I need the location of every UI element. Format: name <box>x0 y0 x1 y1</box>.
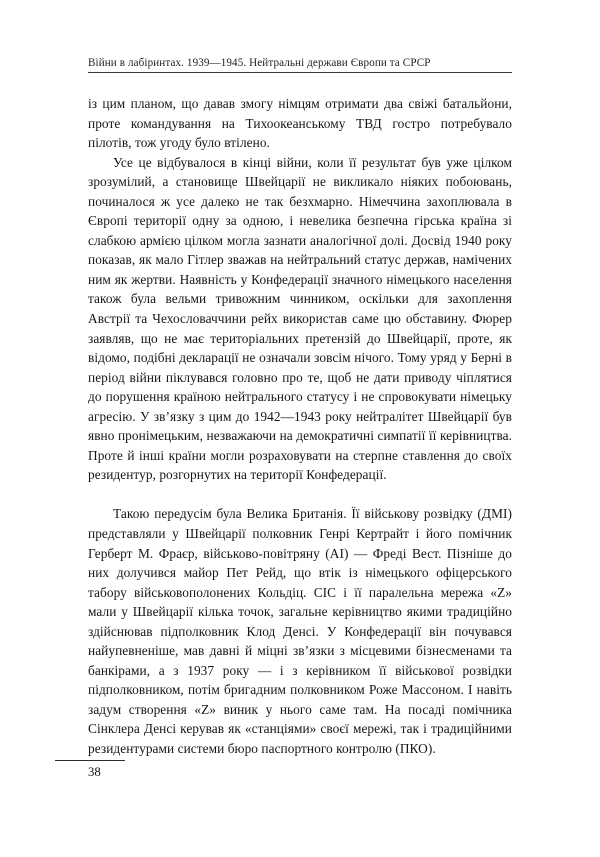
footer-divider <box>55 760 125 761</box>
paragraph-great-britain-intelligence: Такою передусім була Велика Британія. Її військову розвідку (ДМІ) представляли у Швейцарії полковник Генрі Кертрайт і його помічник Герберт М. Фраєр, військово-повітряну (АІ) — Фреді Вест. Пізніше до них долучився майор Пет Рейд, що втік із німецького офіцерського табору військовополонених Кольдіц. СІС і її паралельна мережа «Z» мали у Швейцарії кілька точок, загальне керівництво якими традиційно здійснював підполковник Клод Денсі. У Конфедерації він почувався найупевненіше, мав давні й міцні зв’язки з місцевими бізнесменами та банкірами, а з 1937 року — і з керівником її військової розвідки підполковником, потім бригадним полковником Роже Массоном. І навіть задум створення «Z» виник у нього саме там. На посаді помічника Сінклера Денсі керував як «станціями» своєї мережі, так і традиційними резидентурами системи бюро паспортного контролю (ПКО). <box>88 506 512 756</box>
page-header <box>88 56 512 81</box>
page-footer <box>55 760 255 780</box>
header-divider <box>88 72 512 73</box>
running-header-title: Війни в лабіринтах. 1939—1945. Нейтральні держави Європи та СРСР <box>88 57 431 69</box>
page-number: 38 <box>88 765 101 779</box>
paragraph-continuation: із цим планом, що давав змогу німцям отримати два свіжі батальйони, проте командування на Тихоокеанському ТВД гостро потребувало пілотів, тож угоду було втілено. <box>88 96 512 151</box>
paragraph-switzerland-neutrality: Усе це відбувалося в кінці війни, коли її результат був уже цілком зрозумілий, а становище Швейцарії не викликало ніяких побоювань, починалося ж усе далеко не так безхмарно. Німеччина захоплювала в Європі території одну за одною, і невелика безпечна гірська країна зі слабкою армією цілком могла зазнати аналогічної долі. Досвід 1940 року показав, як мало Гітлер зважав на нейтральний статус держав, намічених ним як жертви. Наявність у Конфедерації значного німецького населення також була вельми тривожним чинником, оскільки для захоплення Австрії та Чехословаччини рейх використав саме цю обставину. Фюрер заявляв, що не має територіальних претензій до Швейцарії, проте, як відомо, подібні декларації не означали зовсім нічого. Тому уряд у Берні в період війни піклувався головно про те, щоб не дати приводу чіплятися до порушення країною нейтрального статусу і не спровокувати німецьку агресію. У зв’язку з цим до 1942—1943 року нейтралітет Швейцарії був явно пронімецьким, незважаючи на демократичні симпатії її керівництва. Проте й інші країни могли розраховувати на стерпне ставлення до своїх резидентур, розгорнутих на території Конфедерації. <box>88 154 512 483</box>
body-text-column <box>88 94 512 759</box>
